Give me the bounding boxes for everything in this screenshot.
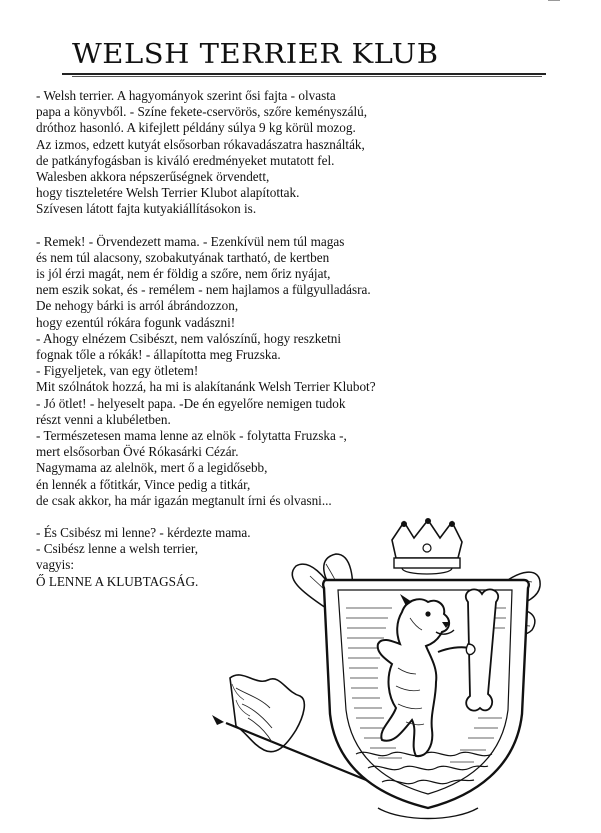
spear-tip — [212, 715, 224, 725]
text-line: fognak tőle a rókák! - állapította meg Fruzska. — [36, 347, 281, 362]
crown-pearl — [449, 521, 455, 527]
text-line: - Természetesen mama lenne az elnök - folytatta Fruzska -, — [36, 427, 347, 443]
text-line: de csak akkor, ha már igazán megtanult írni és olvasni... — [36, 492, 332, 508]
text-line: Walesben akkora népszerűségnek örvendett, — [36, 168, 270, 184]
terrier-eye — [425, 611, 430, 616]
crown-pearl — [401, 521, 407, 527]
text-line: részt venni a klubéletben. — [36, 411, 171, 427]
text-line: dróthoz hasonló. A kifejlett példány súlya 9 kg körül mozog. — [36, 120, 356, 136]
text-line: de patkányfogásban is kiváló eredményeket mutatott fel. — [36, 152, 335, 168]
text-line: vagyis: — [36, 557, 75, 573]
text-line: én lennék a főtitkár, Vince pedig a titkár, — [36, 476, 251, 492]
text-line: - Remek! - Örvendezett mama. - Ezenkívül nem túl magas — [36, 233, 345, 249]
paragraph-2 — [36, 234, 556, 509]
page-title: WELSH TERRIER KLUB — [72, 38, 439, 70]
text-line: Az izmos, edzett kutyát elsősorban rókavadászatra használták, — [36, 136, 365, 152]
text-line: - Welsh terrier. A hagyományok szerint ősi fajta - olvasta — [36, 88, 336, 103]
text-line: - Figyeljetek, van egy ötletem! — [36, 363, 199, 379]
text-line: nem eszik sokat, és - remélem - nem hajlamos a fülgyulladásra. — [36, 282, 371, 298]
text-line: hogy ezentúl rókára fogunk vadászni! — [36, 314, 236, 330]
text-line: Nagymama az alelnök, mert ő a legidősebb, — [36, 460, 268, 476]
text-line: - Csibész lenne a welsh terrier, — [36, 541, 199, 557]
scan-edge-mark — [548, 0, 560, 7]
text-line: és nem túl alacsony, szobakutyának tartható, de kertben — [36, 249, 330, 265]
text-line: papa a könyvből. - Színe fekete-cservörös, szőre keményszálú, — [36, 104, 368, 120]
text-line: - És Csibész mi lenne? - kérdezte mama. — [36, 525, 251, 541]
title-underline — [62, 73, 546, 75]
base-scroll — [378, 808, 478, 819]
crown-pearl — [425, 518, 431, 524]
text-line: Mit szólnátok hozzá, ha mi is alakítanánk Welsh Terrier Klubot? — [36, 379, 376, 395]
text-line: - Jó ötlet! - helyeselt papa. -De én egyelőre nemigen tudok — [36, 395, 346, 411]
closing-line: Ő LENNE A KLUBTAGSÁG. — [36, 573, 199, 589]
text-line: is jól érzi magát, nem ér földig a szőre, nem őriz nyájat, — [36, 266, 331, 282]
text-line: hogy tiszteletére Welsh Terrier Klubot alapítottak. — [36, 185, 300, 201]
paragraph-gap — [36, 218, 556, 234]
body-text — [36, 88, 556, 590]
text-line: Szívesen látott fajta kutyakiállításokon is. — [36, 201, 257, 217]
crown-band — [394, 558, 460, 568]
title-underline-secondary — [72, 76, 542, 77]
text-line: De nehogy bárki is arról ábrándozzon, — [36, 298, 239, 314]
text-line: - Ahogy elnézem Csibészt, nem valószínű, hogy reszketni — [36, 330, 342, 346]
text-line: mert elsősorban Övé Rókasárki Cézár. — [36, 444, 239, 460]
paragraph-1 — [36, 88, 556, 218]
coat-of-arms-illustration — [206, 518, 601, 833]
